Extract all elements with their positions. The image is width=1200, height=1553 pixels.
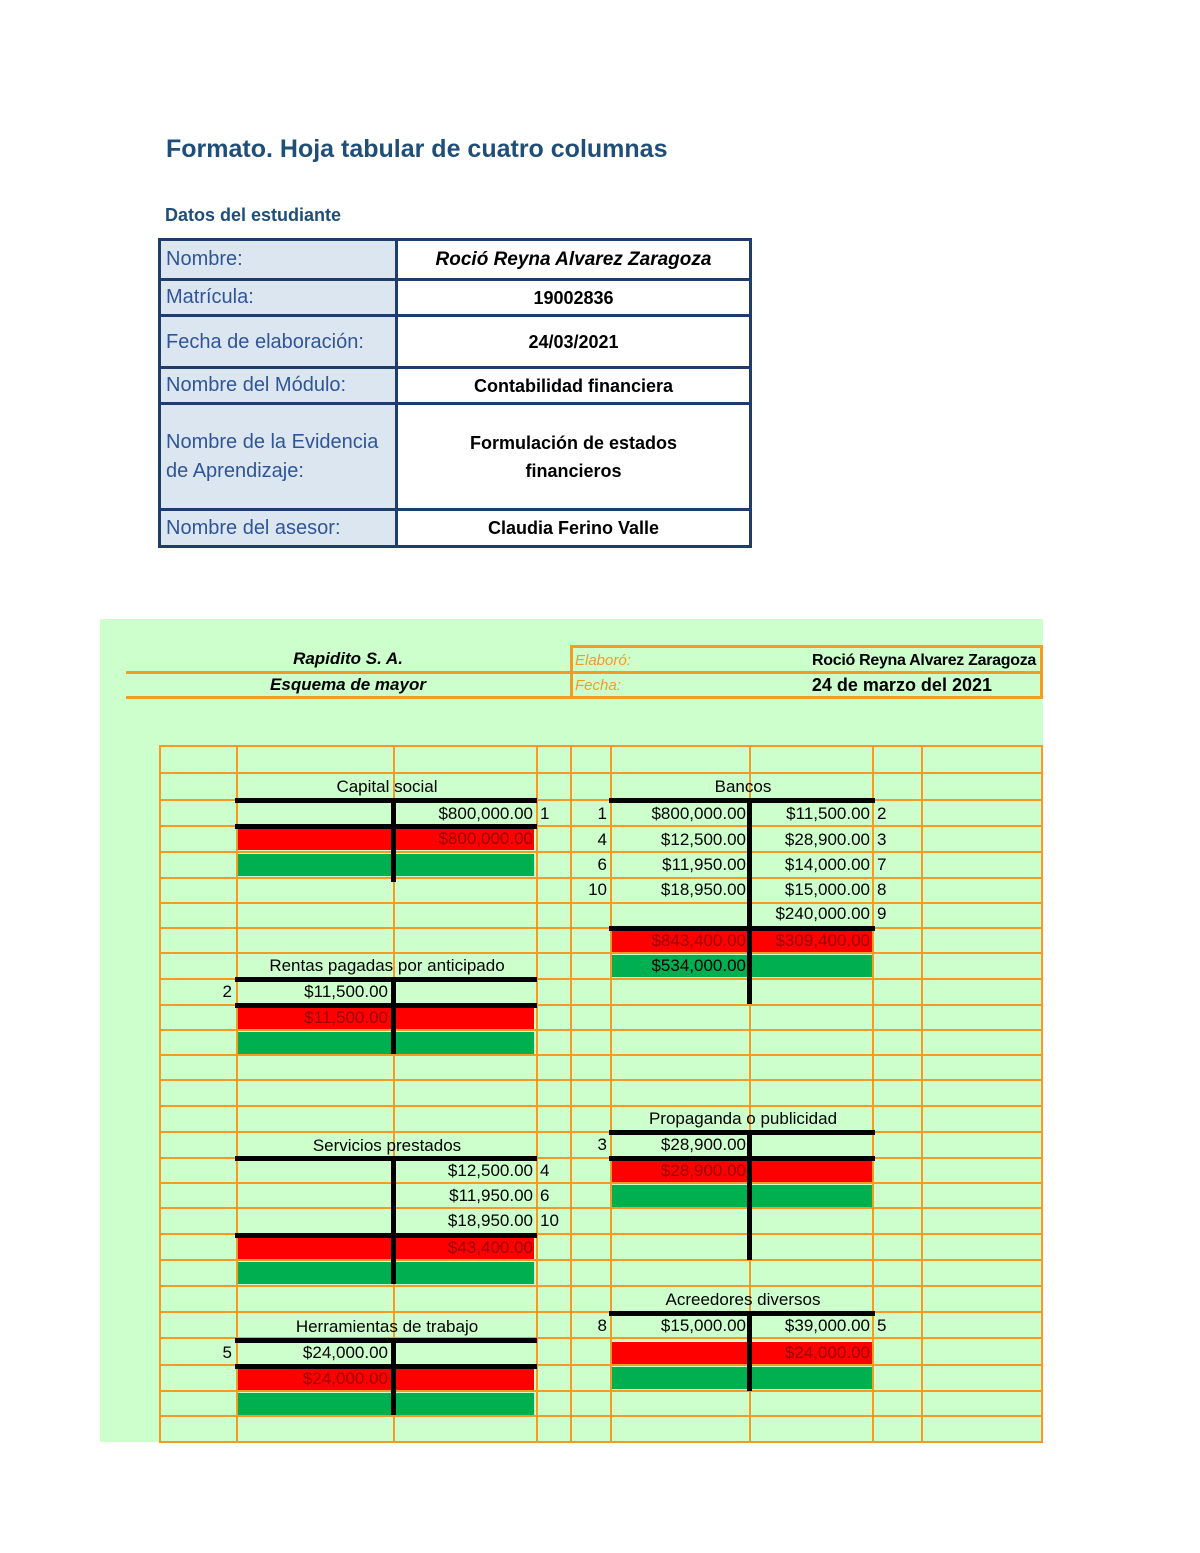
capital-t-stem (391, 798, 396, 882)
bancos-debit: $12,500.00 (660, 830, 746, 849)
rentas-balance-fill (238, 1032, 534, 1054)
propaganda-balance-fill (612, 1185, 872, 1207)
acreedores-balance-fill (612, 1367, 872, 1389)
servicios-credit-ref: 4 (540, 1161, 550, 1180)
bancos-credit: $240,000.00 (775, 904, 870, 923)
bancos-debit: $18,950.00 (660, 880, 746, 899)
servicios-credit-ref: 6 (540, 1186, 550, 1205)
rentas-debit: $11,500.00 (304, 982, 388, 1001)
bancos-credit: $14,000.00 (784, 855, 870, 874)
herramientas-debit-ref: 5 (222, 1343, 232, 1362)
bancos-credit-ref: 9 (877, 904, 887, 923)
servicios-credit: $11,950.00 (449, 1186, 533, 1205)
bancos-debit-ref: 4 (597, 830, 607, 849)
propaganda-debit-ref: 3 (597, 1135, 607, 1154)
row-modulo (160, 368, 751, 404)
label-fecha: Fecha de elaboración: (160, 316, 397, 368)
rentas-debit-ref: 2 (222, 982, 232, 1001)
ledger-header (126, 645, 1043, 699)
bancos-credit-ref: 3 (877, 830, 887, 849)
bancos-credit-ref: 8 (877, 880, 887, 899)
row-matricula (160, 280, 751, 316)
bancos-credit: $28,900.00 (784, 830, 870, 849)
bancos-credit: $11,500.00 (786, 804, 870, 823)
bancos-balance: $534,000.00 (651, 956, 746, 975)
herramientas-balance-fill (238, 1393, 534, 1415)
propaganda-debit: $28,900.00 (660, 1135, 746, 1154)
acreedores-title: Acreedores diversos (665, 1290, 821, 1309)
value-evidencia: Formulación de estados financieros (397, 404, 751, 510)
servicios-t-stem (391, 1156, 396, 1284)
capital-credit-ref: 1 (540, 804, 550, 823)
student-info-table (158, 238, 752, 548)
capital-credit-total: $800,000.00 (438, 829, 533, 848)
herramientas-title: Herramientas de trabajo (295, 1317, 479, 1336)
label-nombre: Nombre: (160, 240, 397, 280)
acreedores-credit: $39,000.00 (784, 1316, 870, 1335)
servicios-credit: $12,500.00 (447, 1161, 533, 1180)
bancos-credit-ref: 7 (877, 855, 887, 874)
student-section-heading: Datos del estudiante (165, 205, 342, 225)
bancos-debit-ref: 1 (597, 804, 607, 823)
rentas-title: Rentas pagadas por anticipado (269, 956, 505, 975)
propaganda-title: Propaganda o publicidad (648, 1109, 838, 1128)
elaboro-value: Roció Reyna Alvarez Zaragoza (812, 652, 1036, 669)
value-fecha: 24/03/2021 (397, 316, 751, 368)
bancos-debit: $800,000.00 (651, 804, 746, 823)
servicios-title: Servicios prestados (312, 1136, 462, 1155)
label-matricula: Matrícula: (160, 280, 397, 316)
label-modulo: Nombre del Módulo: (160, 368, 397, 404)
capital-credit: $800,000.00 (438, 804, 533, 823)
row-asesor (160, 510, 751, 547)
propaganda-t-stem (747, 1130, 752, 1260)
fecha-label: Fecha: (575, 677, 621, 694)
bancos-debit-total: $843,400.00 (651, 931, 746, 950)
bancos-credit-total: $309,400.00 (775, 931, 870, 950)
bancos-debit-ref: 6 (597, 855, 607, 874)
propaganda-debit-total: $28,900.00 (660, 1161, 746, 1180)
bancos-credit: $15,000.00 (784, 880, 870, 899)
value-asesor: Claudia Ferino Valle (397, 510, 751, 547)
rentas-t-stem (391, 977, 396, 1054)
value-nombre: Roció Reyna Alvarez Zaragoza (397, 240, 751, 280)
row-evidencia (160, 404, 751, 510)
label-asesor: Nombre del asesor: (160, 510, 397, 547)
servicios-balance-fill (238, 1262, 534, 1284)
row-fecha (160, 316, 751, 368)
servicios-credit: $18,950.00 (447, 1211, 533, 1230)
elaboro-label: Elaboró: (575, 652, 631, 669)
acreedores-credit-total: $24,000.00 (784, 1343, 870, 1362)
rentas-debit-total: $11,500.00 (304, 1008, 388, 1027)
bancos-title: Bancos (714, 777, 772, 796)
herramientas-debit: $24,000.00 (302, 1343, 388, 1362)
acreedores-debit: $15,000.00 (660, 1316, 746, 1335)
bancos-credit-ref: 2 (877, 804, 887, 823)
servicios-credit-total: $43,400.00 (447, 1238, 533, 1257)
servicios-credit-ref: 10 (540, 1211, 559, 1230)
ledger-grid (159, 745, 1043, 1443)
acreedores-credit-ref: 5 (877, 1316, 887, 1335)
bancos-debit: $11,950.00 (662, 855, 746, 874)
document-title: Formato. Hoja tabular de cuatro columnas (166, 135, 668, 163)
capital-title: Capital social (336, 777, 438, 796)
acreedores-debit-ref: 8 (597, 1316, 607, 1335)
label-evidencia: Nombre de la Evidencia de Aprendizaje: (160, 404, 397, 510)
value-matricula: 19002836 (397, 280, 751, 316)
company-name: Rapidito S. A. (293, 649, 403, 668)
herramientas-t-stem (391, 1338, 396, 1415)
fecha-value: 24 de marzo del 2021 (811, 675, 992, 695)
bancos-debit-ref: 10 (588, 880, 607, 899)
value-modulo: Contabilidad financiera (397, 368, 751, 404)
capital-balance-fill (238, 854, 534, 876)
herramientas-debit-total: $24,000.00 (302, 1369, 388, 1388)
ledger-subtitle: Esquema de mayor (270, 675, 426, 694)
row-nombre (160, 240, 751, 280)
